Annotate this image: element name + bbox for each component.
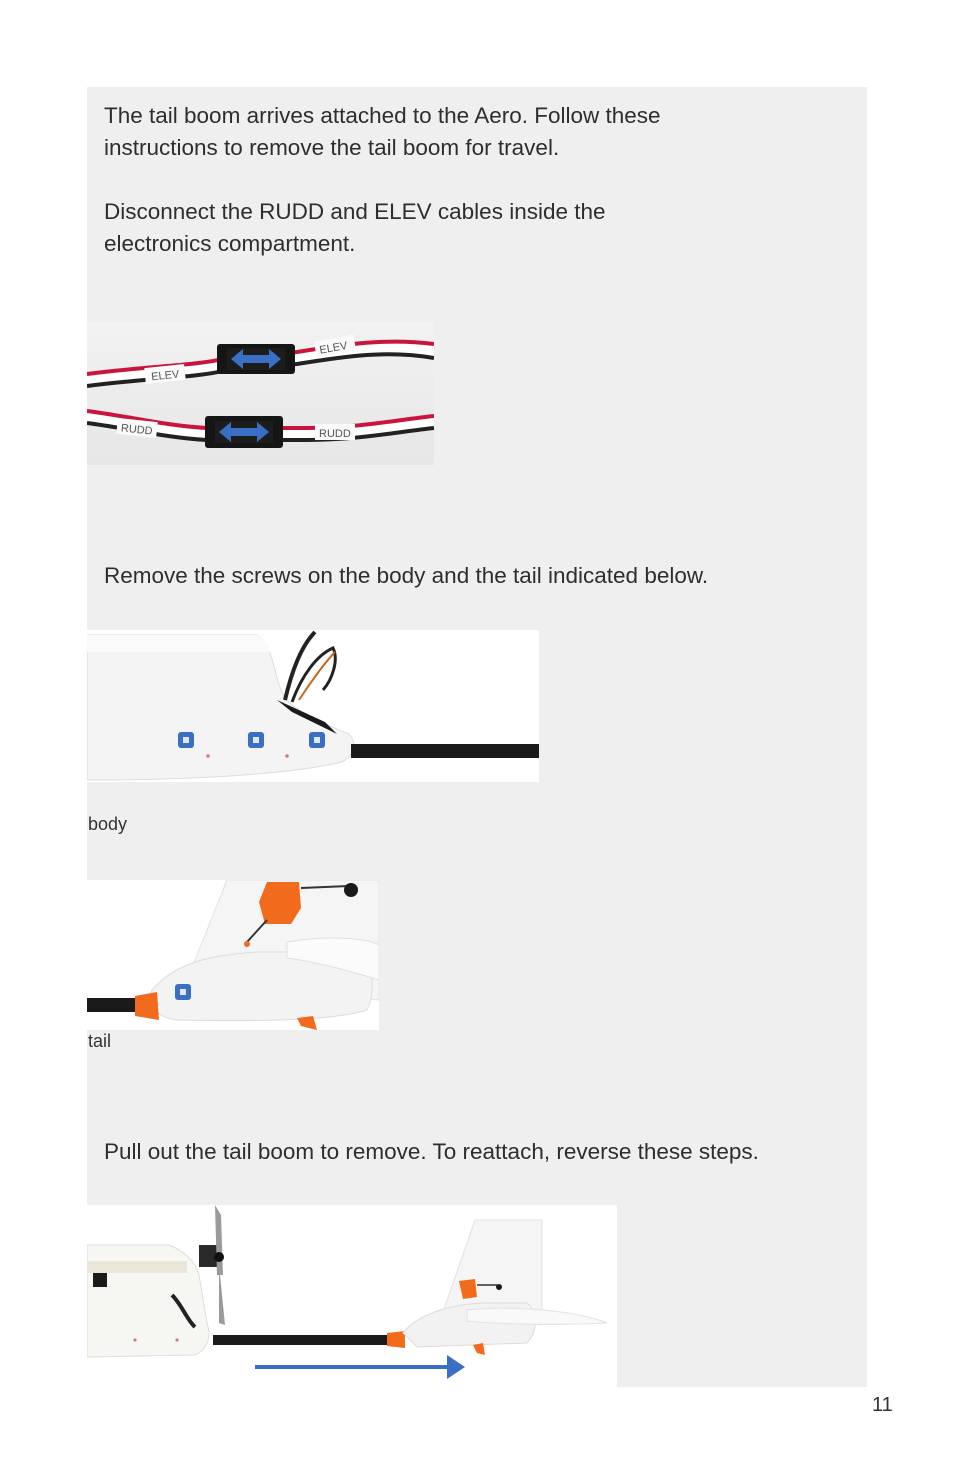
rudd-label-right: RUDD	[319, 428, 351, 440]
body-caption: body	[88, 814, 128, 834]
elev-double-arrow-icon	[227, 348, 285, 370]
cable-connectors-photo	[87, 322, 434, 465]
rudd-label-left: RUDD	[120, 422, 154, 438]
pull-out-paragraph: Pull out the tail boom to remove. To reattach, reverse these steps.	[104, 1139, 759, 1164]
servo-plate	[259, 882, 301, 924]
body-illustration	[87, 630, 539, 782]
remove-screws-paragraph: Remove the screws on the body and the tail indicated below.	[104, 563, 709, 588]
page-number: 11	[872, 1394, 893, 1416]
aircraft-illustration	[87, 1205, 617, 1387]
intro-paragraph: The tail boom arrives attached to the Aero. Follow these instructions to remove the tail boom for travel.	[104, 103, 661, 160]
disconnect-paragraph: Disconnect the RUDD and ELEV cables inside the electronics compartment.	[104, 199, 606, 256]
body-screw-marker-3-icon	[309, 732, 325, 748]
tail-screw-photo	[87, 880, 379, 1030]
elev-label-right: ELEV	[318, 339, 349, 357]
tail-boom	[351, 744, 539, 758]
rudd-double-arrow-icon	[215, 421, 273, 443]
tail-caption: tail	[88, 1031, 112, 1051]
body-screws-photo	[87, 630, 539, 782]
tail-screw-marker-icon	[175, 984, 191, 1000]
tail-boom	[213, 1335, 393, 1345]
tail-illustration	[87, 880, 379, 1030]
elev-label-left: ELEV	[150, 368, 180, 384]
cable-connectors-illustration	[87, 322, 434, 465]
tail-boom-removal-photo	[87, 1205, 617, 1387]
body-screw-marker-1-icon	[178, 732, 194, 748]
body-screw-marker-2-icon	[248, 732, 264, 748]
